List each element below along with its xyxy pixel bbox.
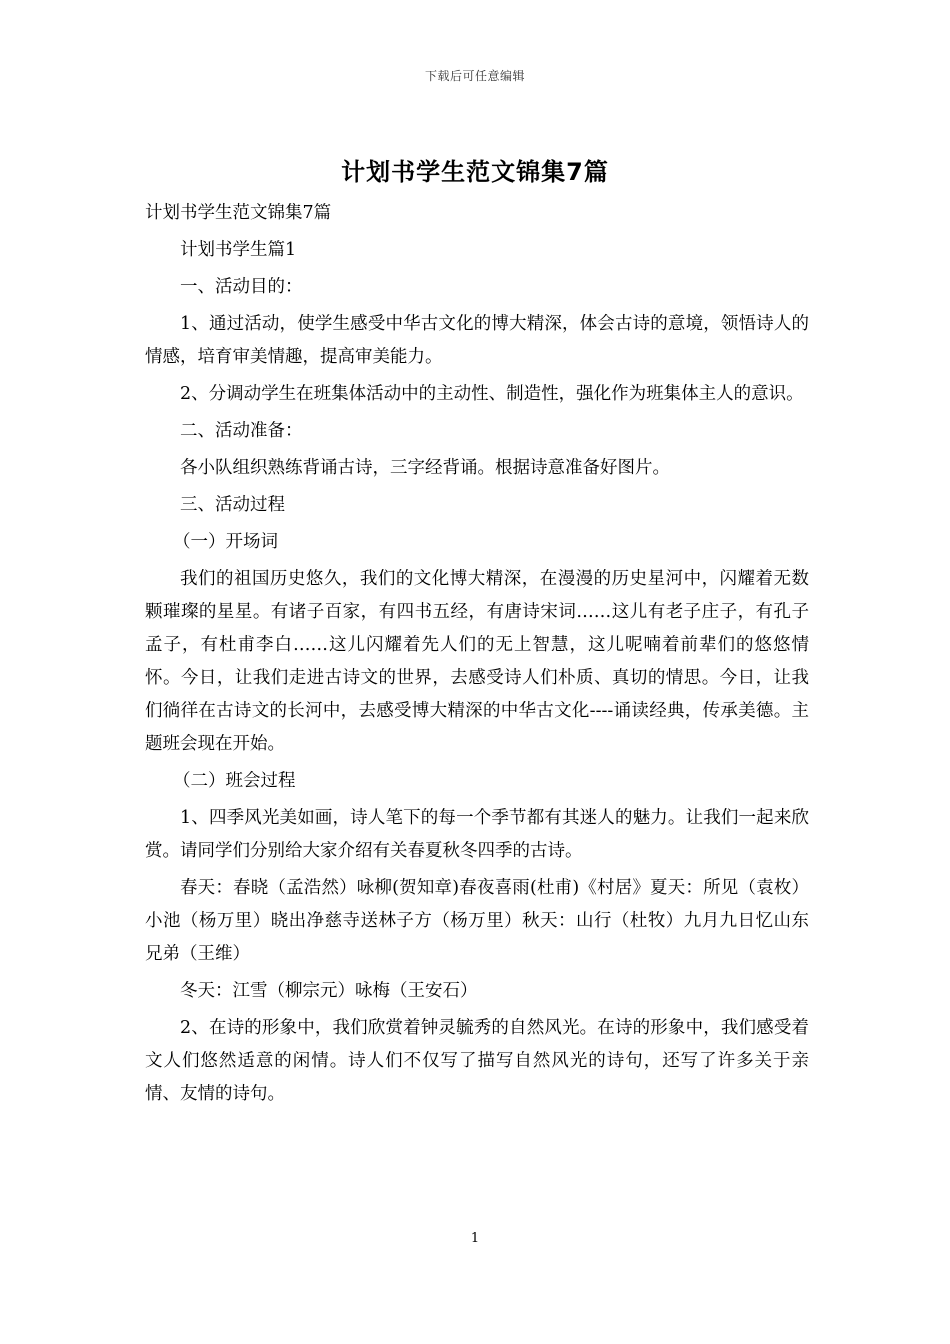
body-paragraph: 1、四季风光美如画，诗人笔下的每一个季节都有其迷人的魅力。让我们一起来欣赏。请同学们分别给大家介绍有关春夏秋冬四季的古诗。 <box>145 808 809 861</box>
section-heading: 二、活动准备： <box>180 421 303 441</box>
body-paragraph: 2、在诗的形象中，我们欣赏着钟灵毓秀的自然风光。在诗的形象中，我们感受着文人们悠然适意的闲情。诗人们不仅写了描写自然风光的诗句，还写了许多关于亲情、友情的诗句。 <box>145 1018 809 1104</box>
body-paragraph: 冬天：江雪（柳宗元）咏梅（王安石） <box>180 981 478 1001</box>
body-paragraph: 2、分调动学生在班集体活动中的主动性、制造性，强化作为班集体主人的意识。 <box>180 384 804 404</box>
section-heading: 三、活动过程 <box>180 495 285 515</box>
body-paragraph: 春天：春晓（孟浩然）咏柳(贺知章)春夜喜雨(杜甫)《村居》夏天：所见（袁枚）小池（杨万里）晓出净慈寺送林子方（杨万里）秋天：山行（杜牧）九月九日忆山东兄弟（王维） <box>145 878 809 964</box>
subsection-heading: （一）开场词 <box>173 532 278 552</box>
section-heading: 计划书学生篇1 <box>180 240 297 260</box>
document-title: 计划书学生范文锦集7篇 <box>341 158 609 186</box>
subsection-heading: （二）班会过程 <box>173 771 296 791</box>
header-note: 下载后可任意编辑 <box>424 69 525 83</box>
subtitle-paragraph: 计划书学生范文锦集7篇 <box>145 203 332 223</box>
body-paragraph: 我们的祖国历史悠久，我们的文化博大精深，在漫漫的历史星河中，闪耀着无数颗璀璨的星星。有诸子百家，有四书五经，有唐诗宋词……这儿有老子庄子，有孔子孟子，有杜甫李白……这儿闪耀着先人们的无上智慧，这儿呢喃着前辈们的悠悠情怀。今日，让我们走进古诗文的世界，去感受诗人们朴质、真切的情思。今日，让我们徜徉在古诗文的长河中，去感受博大精深的中华古文化----诵读经典，传承美德。主题班会现在开始。 <box>145 569 809 754</box>
section-heading: 一、活动目的： <box>180 277 303 297</box>
body-paragraph: 各小队组织熟练背诵古诗，三字经背诵。根据诗意准备好图片。 <box>180 458 670 478</box>
page-number: 1 <box>470 1231 480 1246</box>
body-paragraph: 1、通过活动，使学生感受中华古文化的博大精深，体会古诗的意境，领悟诗人的情感，培育审美情趣，提高审美能力。 <box>145 314 809 367</box>
document-body <box>145 197 809 1115</box>
